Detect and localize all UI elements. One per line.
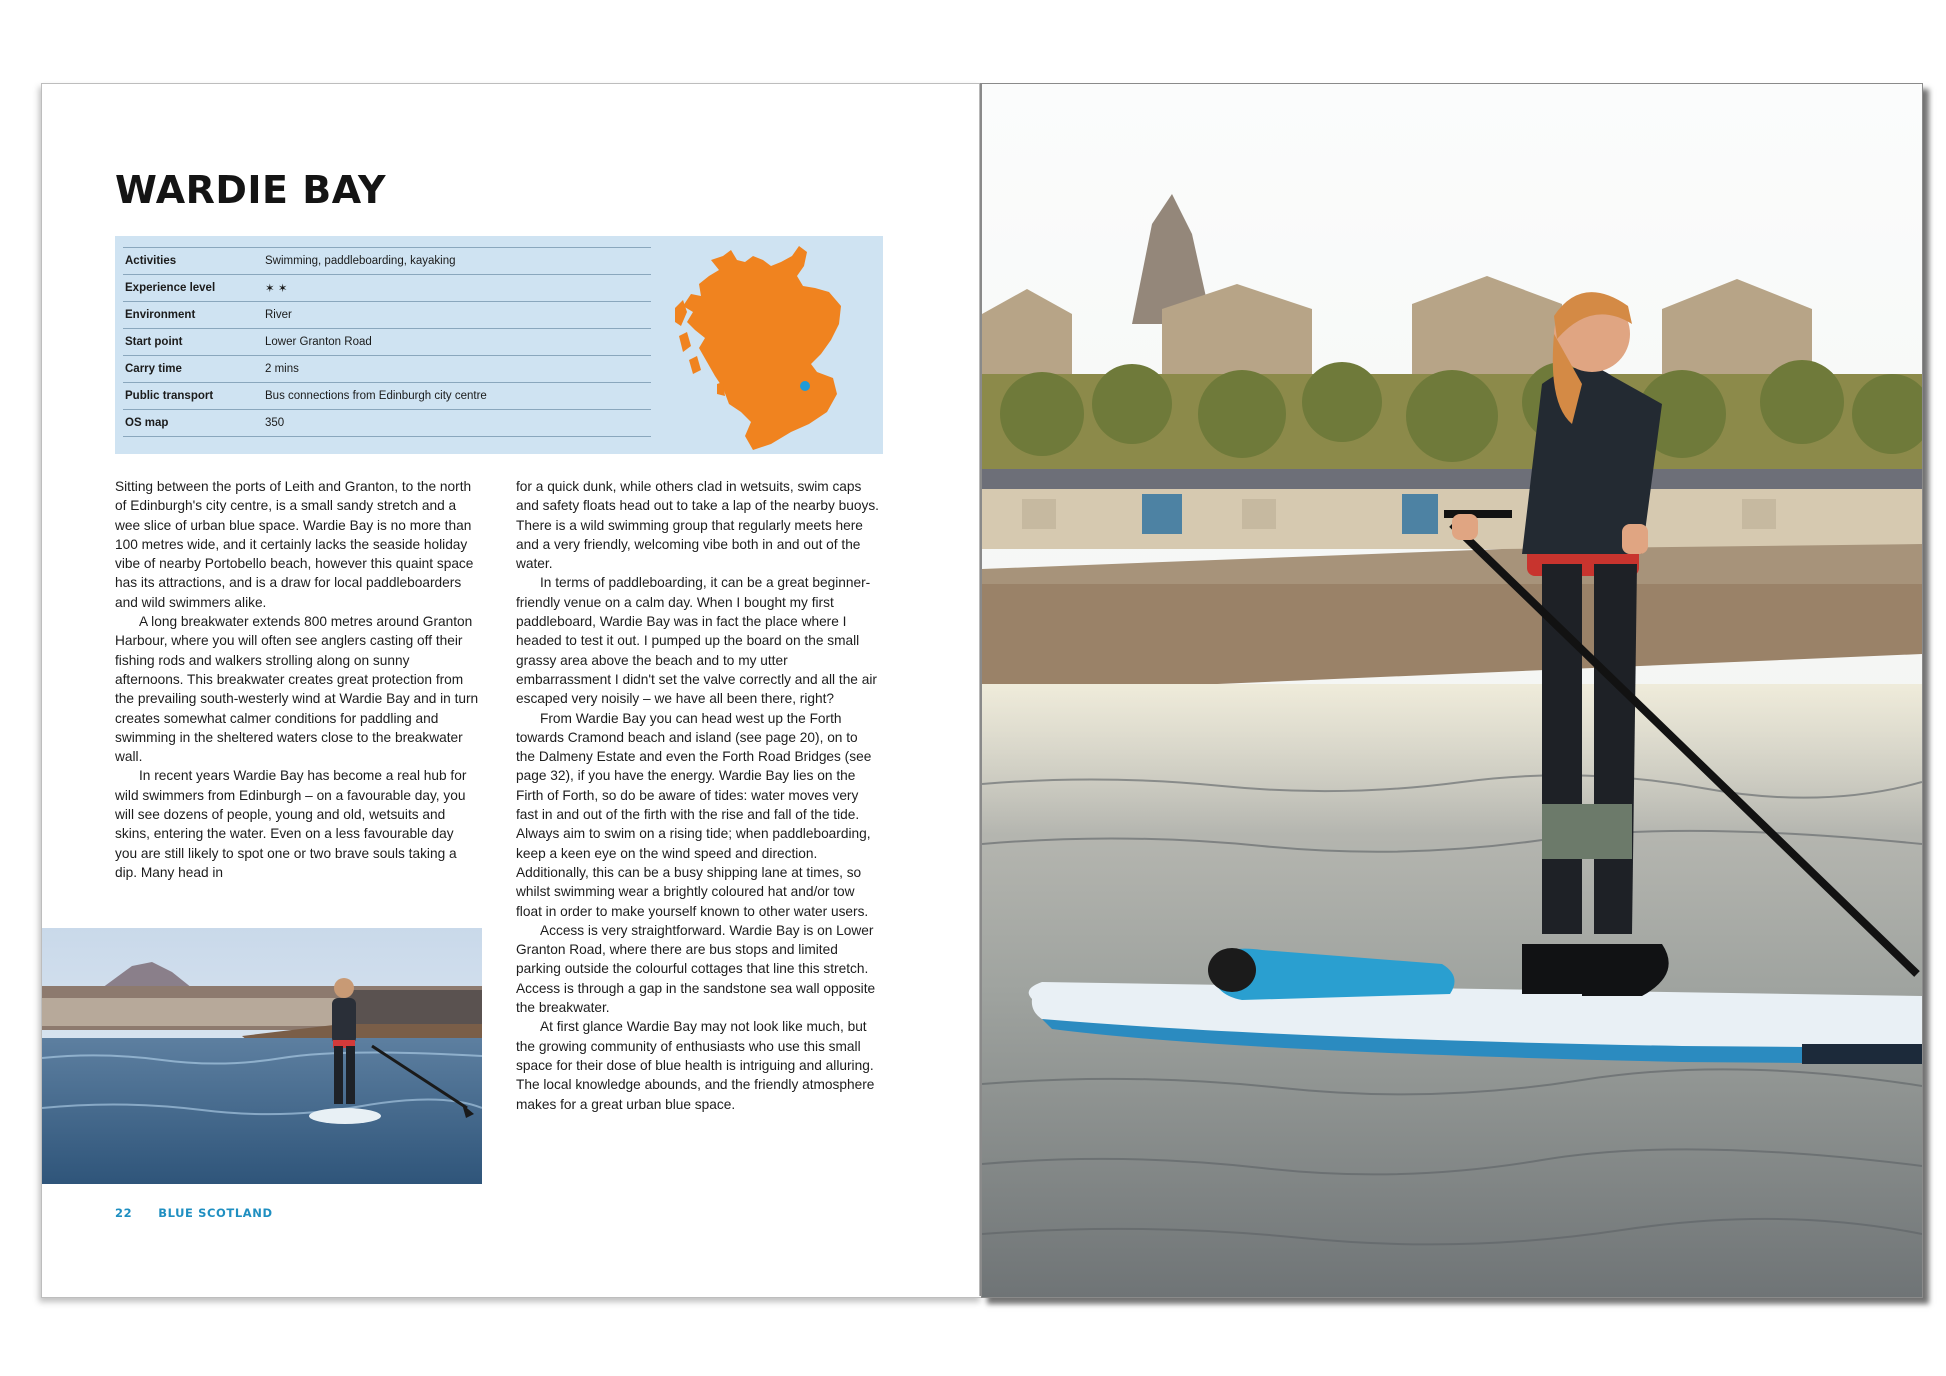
paddleboarder-photo-small [42,928,482,1184]
info-table [123,247,651,437]
scotland-map-icon [671,236,881,454]
info-value: Swimming, paddleboarding, kayaking [263,248,651,275]
page-footer [115,1206,299,1220]
info-value: River [263,302,651,329]
page-number: 22 [115,1206,133,1220]
info-label: OS map [123,410,263,437]
info-value: 2 mins [263,356,651,383]
paragraph: At first glance Wardie Bay may not look like much, but the growing community of enthusiasts who use this small space for their dose of blue health is intriguing and alluring. The local knowledge abounds, and the friendly atmosphere makes for a great urban blue space. [516,1019,875,1112]
info-label: Start point [123,329,263,356]
info-label: Activities [123,248,263,275]
info-label: Carry time [123,356,263,383]
paragraph: In recent years Wardie Bay has become a real hub for wild swimmers from Edinburgh – on a favourable day, you will see dozens of people, young and old, wetsuits and skins, entering the water. Even on a less favourable day you are still likely to spot one or two brave souls taking a dip. Many head in [115,768,467,880]
info-row [123,275,651,302]
info-label: Environment [123,302,263,329]
info-label: Experience level [123,275,263,302]
info-value: Bus connections from Edinburgh city centre [263,383,651,410]
info-row [123,410,651,437]
paddleboarder-photo-large [982,84,1922,1297]
body-column-2 [516,477,880,1114]
paragraph: Sitting between the ports of Leith and Granton, to the north of Edinburgh's city centre, is a small sandy stretch and a wee slice of urban blue space. Wardie Bay is no more than 100 metres wide, and it certainly lacks the seaside holiday vibe of nearby Portobello beach, however this quaint space has its attractions, and is a draw for local paddleboarders and wild swimmers alike. [115,479,474,610]
info-row [123,302,651,329]
paragraph: Access is very straightforward. Wardie Bay is on Lower Granton Road, where there are bus stops and limited parking outside the colourful cottages that line this stretch. Access is through a gap in the sandstone sea wall opposite the breakwater. [516,922,876,1016]
info-row [123,356,651,383]
right-page [981,83,1923,1298]
body-column-1 [115,477,479,882]
info-value: Lower Granton Road [263,329,651,356]
page-title: WARDIE BAY [115,168,386,212]
paragraph: for a quick dunk, while others clad in wetsuits, swim caps and safety floats head out to take a lap of the nearby buoys. There is a wild swimming group that regularly meets here and a very friendly, welcoming vibe both in and out of the water. [516,479,879,572]
info-label: Public transport [123,383,263,410]
paragraph: In terms of paddleboarding, it can be a great beginner-friendly venue on a calm day. When I bought my first paddleboard, Wardie Bay was in fact the place where I headed to test it out. I pumped up the board on the small grassy area above the beach and to my utter embarrassment I didn't set the valve correctly and all the air escaped very noisily – we have all been there, right? [516,575,877,707]
info-row [123,383,651,410]
info-row [123,248,651,275]
info-box [115,236,883,454]
running-title: BLUE SCOTLAND [158,1206,273,1220]
info-row [123,329,651,356]
paragraph: From Wardie Bay you can head west up the Forth towards Cramond beach and island (see page 20), on to the Dalmeny Estate and even the Forth Road Bridges (see page 32), if you have the energy. Wardie Bay lies on the Firth of Forth, so do be aware of tides: water moves very fast in and out of the firth with the rise and fall of the tide. Always aim to swim on a rising tide; when paddleboarding, keep a keen eye on the wind speed and direction. Additionally, this can be a busy shipping lane at times, so whilst swimming wear a brightly coloured hat and/or tow float in order to make yourself known to other water users. [516,710,872,919]
paragraph: A long breakwater extends 800 metres around Granton Harbour, where you will often see anglers casting off their fishing rods and walkers strolling along on sunny afternoons. This breakwater creates great protection from the prevailing south-westerly wind at Wardie Bay and in turn creates somewhat calmer conditions for paddling and swimming in the sheltered waters close to the breakwater wall. [115,614,479,765]
info-value: 350 [263,410,651,437]
left-page [41,83,982,1298]
experience-stars: ✶ ✶ [263,275,651,302]
